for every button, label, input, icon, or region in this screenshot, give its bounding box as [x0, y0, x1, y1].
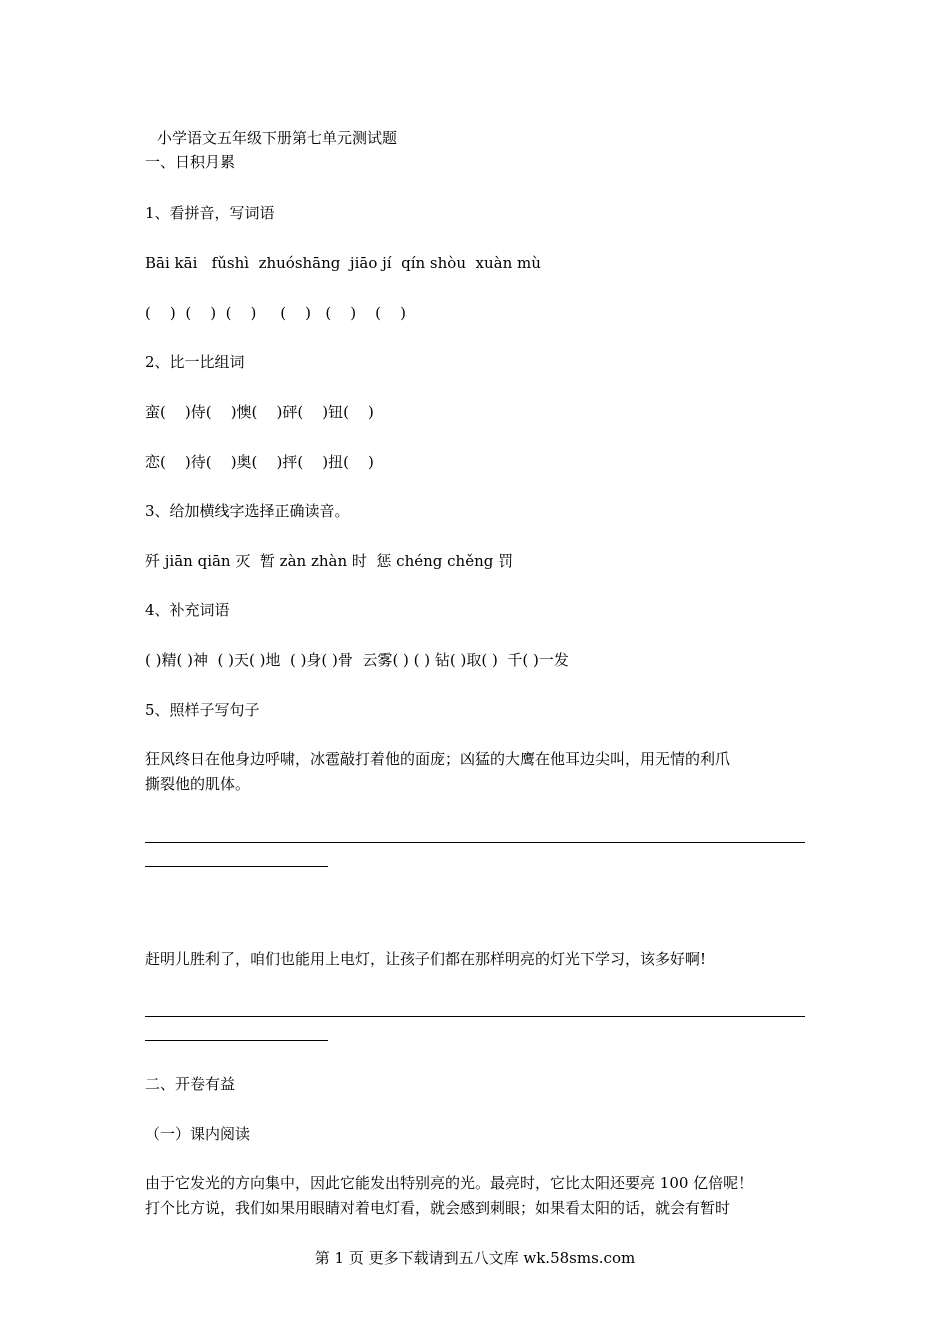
page-footer: 第 1 页 更多下载请到五八文库 wk.58sms.com — [314, 1249, 636, 1267]
q2-row1: 蛮( )侍( )懊( )砰( )钮( ) — [145, 403, 374, 421]
q3-label: 3、给加横线字选择正确读音。 — [145, 502, 350, 520]
q2-label: 2、比一比组词 — [145, 353, 245, 371]
answer-line — [145, 1016, 805, 1017]
q5-example1-line2: 撕裂他的肌体。 — [145, 775, 251, 793]
q3-options: 歼 jiān qiān 灭 暂 zàn zhàn 时 惩 chéng chěng 罚 — [145, 552, 514, 570]
passage-line1: 由于它发光的方向集中，因此它能发出特别亮的光。最亮时，它比太阳还要亮 100 亿倍呢！ — [145, 1174, 754, 1192]
passage-line2: 打个比方说，我们如果用眼睛对着电灯看，就会感到刺眼；如果看太阳的话，就会有暂时 — [145, 1199, 731, 1217]
q4-items: ( )精( )神 ( )天( )地 ( )身( )骨 云雾( ) ( ) 钻( )取( ) 千( )一发 — [145, 651, 569, 669]
answer-line — [145, 866, 328, 867]
q1-label: 1、看拼音，写词语 — [145, 204, 275, 222]
q1-blanks: ( ) ( ) ( ) ( ) ( ) ( ) — [145, 304, 406, 322]
q1-pinyin: Bāi kāi fǔshì zhuóshāng jiāo jí qín shòu xuàn mù — [145, 254, 541, 272]
q4-label: 4、补充词语 — [145, 601, 230, 619]
section2-heading: 二、开卷有益 — [145, 1075, 236, 1093]
q5-label: 5、照样子写句子 — [145, 701, 260, 719]
q2-row2: 恋( )待( )奥( )抨( )扭( ) — [145, 453, 374, 471]
page-title: 小学语文五年级下册第七单元测试题 — [157, 129, 398, 147]
q5-example1-line1: 狂风终日在他身边呼啸，冰雹敲打着他的面庞；凶猛的大鹰在他耳边尖叫，用无情的利爪 — [145, 750, 731, 768]
section2-sub1: （一）课内阅读 — [145, 1125, 251, 1143]
answer-line — [145, 842, 805, 843]
answer-line — [145, 1040, 328, 1041]
section1-heading: 一、日积月累 — [145, 153, 236, 171]
q5-example2: 赶明儿胜利了，咱们也能用上电灯，让孩子们都在那样明亮的灯光下学习，该多好啊! — [145, 950, 707, 968]
